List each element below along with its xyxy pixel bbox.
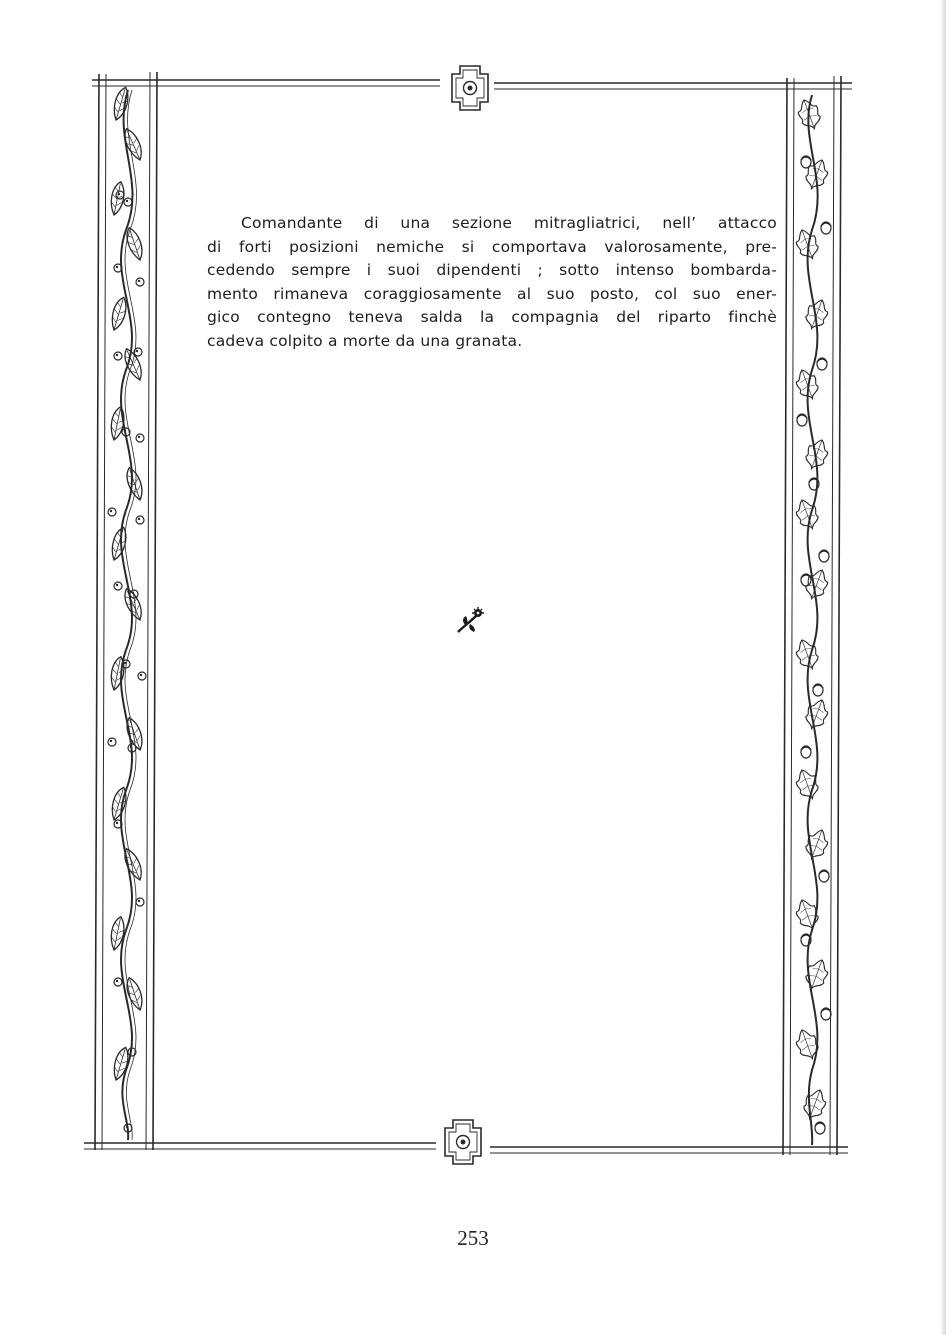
paragraph-line: di forti posizioni nemiche si comportava valorosamente, pre- [207, 237, 777, 256]
top-ornament [452, 66, 488, 110]
page-edge-shadow [940, 0, 946, 1335]
page-number: 253 [457, 1226, 489, 1250]
left-border [95, 72, 157, 1150]
bottom-ornament [445, 1120, 481, 1164]
right-border [783, 76, 841, 1155]
paragraph-line: mento rimaneva coraggiosamente al suo posto, col suo ener- [207, 284, 777, 303]
paragraph-line: cedendo sempre i suoi dipendenti ; sotto intenso bombarda- [207, 261, 777, 279]
paragraph-line: cadeva colpito a morte da una granata. [207, 331, 523, 350]
citation-paragraph [207, 212, 777, 353]
flower-sprig-ornament [458, 607, 484, 632]
paragraph-line: gico contegno teneva salda la compagnia del riparto finchè [207, 308, 777, 326]
bottom-rule [84, 1120, 848, 1164]
top-rule [92, 66, 852, 110]
paragraph-line: Comandante di una sezione mitragliatrici, nell’ attacco [241, 214, 777, 232]
